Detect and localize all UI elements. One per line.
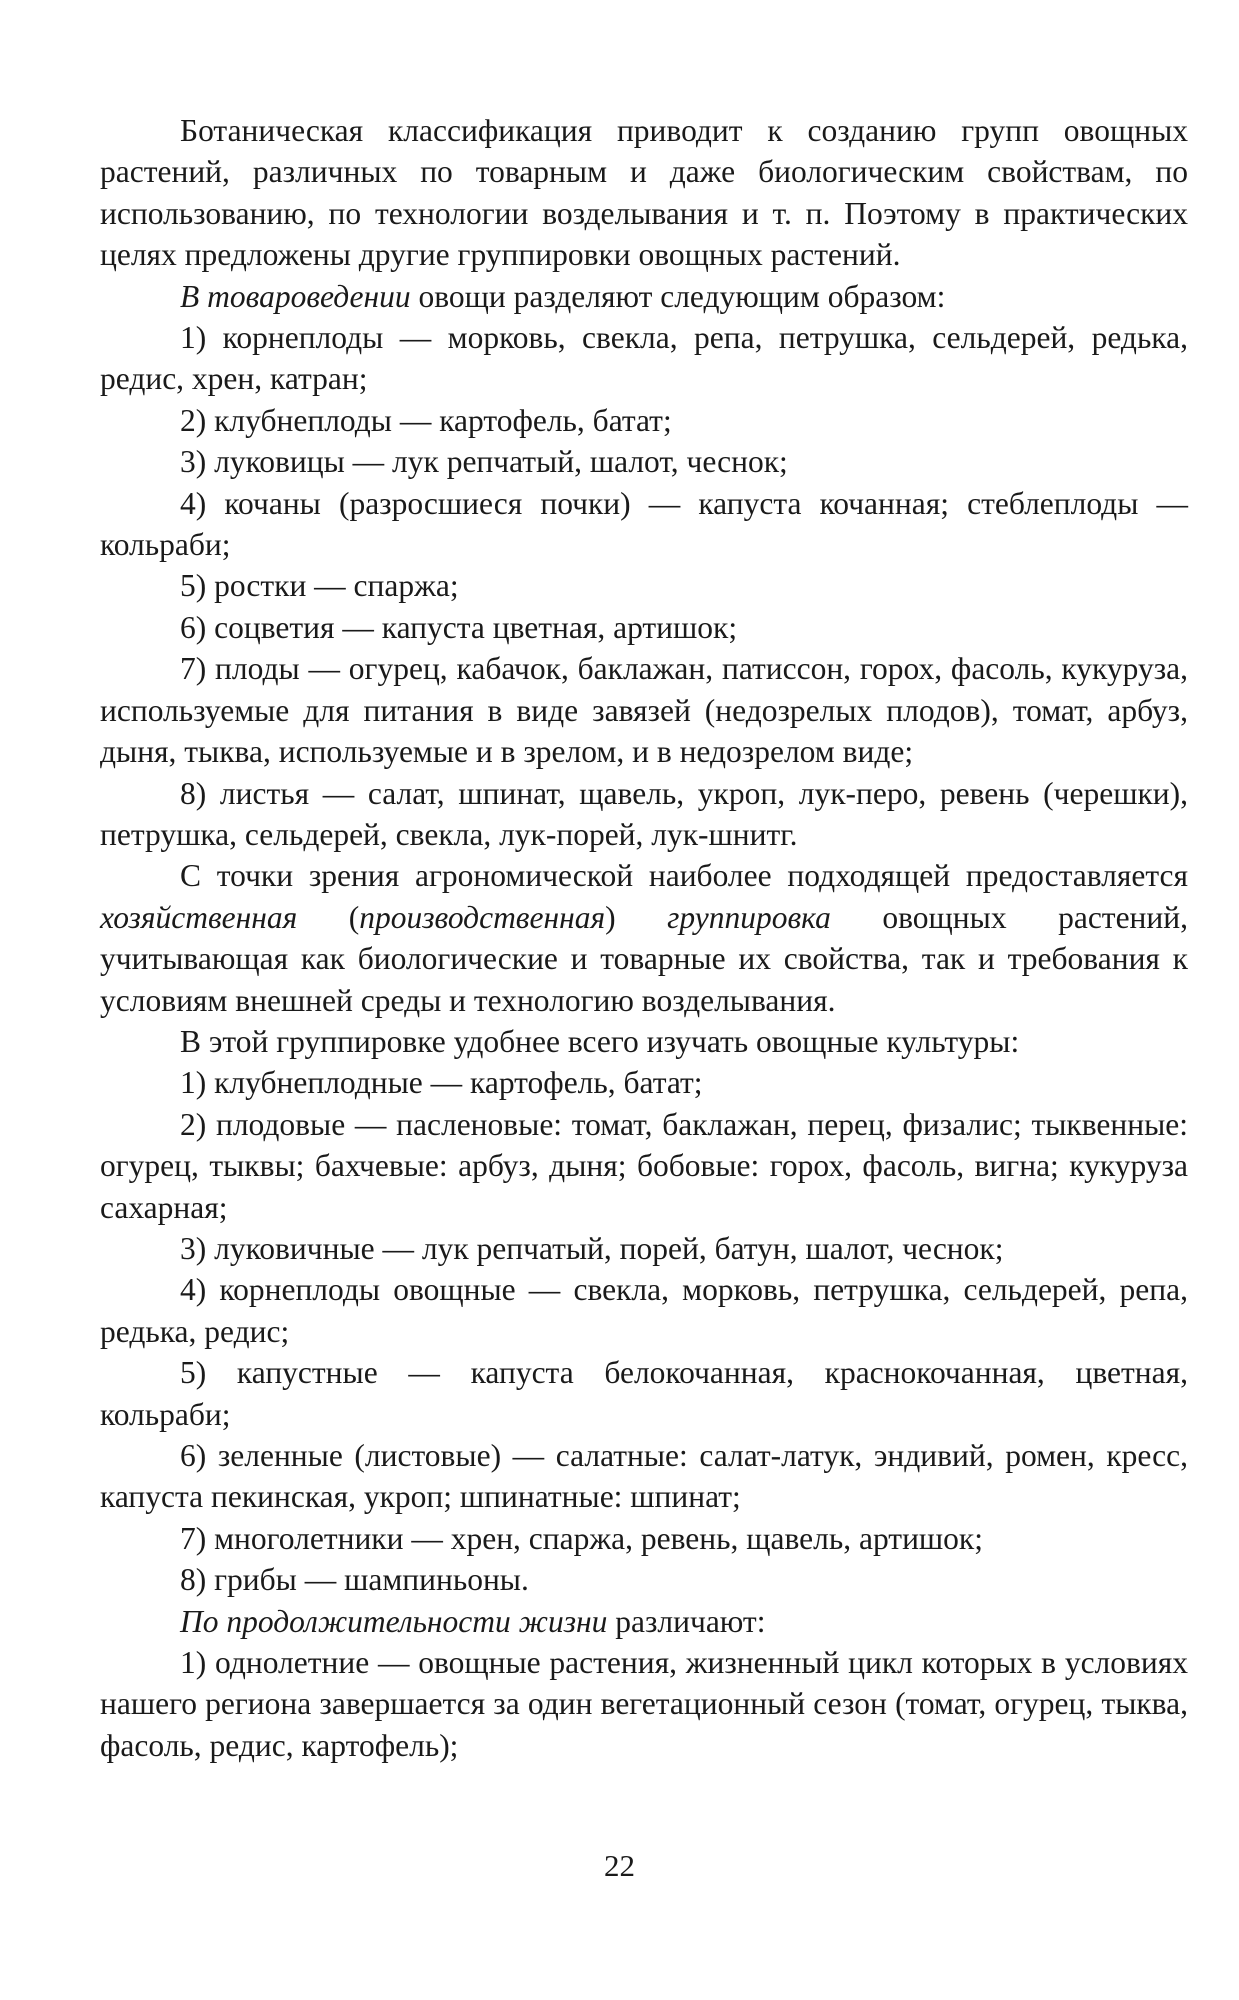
paragraph [100,1352,1188,1435]
paragraph [100,441,1188,482]
text-run: В этой группировке удобнее всего изучать овощные культуры: [180,1023,1020,1059]
paragraph [100,1601,1188,1642]
paragraph [100,110,1188,276]
italic-text: В товароведении [180,278,411,314]
paragraph [100,1104,1188,1228]
text-run: 6) зеленные (листовые) — салатные: салат-латук, эндивий, ромен, кресс, капуста пекинская, укроп; шпинатные: шпинат; [100,1438,1188,1515]
paragraph [100,1228,1188,1269]
italic-text: группировка [667,899,831,935]
text-run: 7) многолетники — хрен, спаржа, ревень, щавель, артишок; [180,1520,983,1556]
paragraph [100,400,1188,441]
text-run: 8) грибы — шампиньоны. [180,1562,529,1598]
text-run: 7) плоды — огурец, кабачок, баклажан, патиссон, горох, фасоль, кукуруза, используемые для питания в виде завязей (недозрелых плодов), томат, арбуз, дыня, тыква, используемые и в зрелом, и в недозрелом виде; [100,651,1188,770]
text-run: 3) луковичные — лук репчатый, порей, батун, шалот, чеснок; [180,1230,1004,1266]
paragraph [100,773,1188,856]
text-run: 2) клубнеплоды — картофель, батат; [180,402,672,438]
paragraph [100,648,1188,772]
paragraph [100,1518,1188,1559]
text-run: 8) листья — салат, шпинат, щавель, укроп, лук-перо, ревень (черешки), петрушка, сельдерей, свекла, лук-порей, лук-шнитг. [100,775,1188,852]
paragraph [100,276,1188,317]
text-run: овощных растений, учитывающая как биологические и товарные их свойства, так и требования к условиям внешней среды и технологию возделывания. [100,899,1188,1018]
text-run: овощи разделяют следующим образом: [410,278,946,314]
italic-text: производственная [359,899,606,935]
page-body [100,110,1188,1766]
page-number: 22 [604,1848,635,1883]
paragraph [100,1642,1188,1766]
text-run: 1) однолетние — овощные растения, жизненный цикл которых в условиях нашего региона завершается за один вегетационный сезон (томат, огурец, тыква, фасоль, редис, картофель); [100,1645,1188,1763]
text-run: ( [297,899,360,935]
paragraph [100,565,1188,606]
text-run: С точки зрения агрономической наиболее подходящей предоставляется [180,858,1188,894]
italic-text: хозяйственная [100,899,298,935]
text-run: различают: [607,1603,766,1639]
text-run: 1) корнеплоды — морковь, свекла, репа, петрушка, сельдерей, редька, редис, хрен, катран; [100,320,1188,397]
paragraph [100,1062,1188,1103]
text-run: 5) капустные — капуста белокочанная, краснокочанная, цветная, кольраби; [100,1355,1188,1432]
paragraph [100,1269,1188,1352]
paragraph [100,1021,1188,1062]
text-run: Ботаническая классификация приводит к созданию групп овощных растений, различных по товарным и даже биологическим свойствам, по использованию, по технологии возделывания и т. п. Поэтому в практических целях предложены другие группировки овощных растений. [100,113,1188,273]
text-run: 5) ростки — спаржа; [180,568,459,604]
paragraph [100,607,1188,648]
text-run: 3) луковицы — лук репчатый, шалот, чеснок; [180,444,788,480]
text-run: 4) корнеплоды овощные — свекла, морковь, петрушка, сельдерей, репа, редька, редис; [100,1272,1188,1349]
text-run: 1) клубнеплодные — картофель, батат; [180,1065,703,1101]
text-run: ) [605,899,668,935]
italic-text: По продолжительности жизни [180,1603,608,1639]
paragraph [100,1559,1188,1600]
paragraph [100,483,1188,566]
paragraph [100,855,1188,1021]
paragraph [100,1435,1188,1518]
text-run: 2) плодовые — пасленовые: томат, баклажан, перец, физалис; тыквенные: огурец, тыквы; бахчевые: арбуз, дыня; бобовые: горох, фасоль, вигна; кукуруза сахарная; [100,1106,1188,1225]
text-run: 6) соцветия — капуста цветная, артишок; [180,609,738,645]
paragraph [100,317,1188,400]
text-run: 4) кочаны (разросшиеся почки) — капуста кочанная; стеблеплоды — кольраби; [100,485,1188,563]
